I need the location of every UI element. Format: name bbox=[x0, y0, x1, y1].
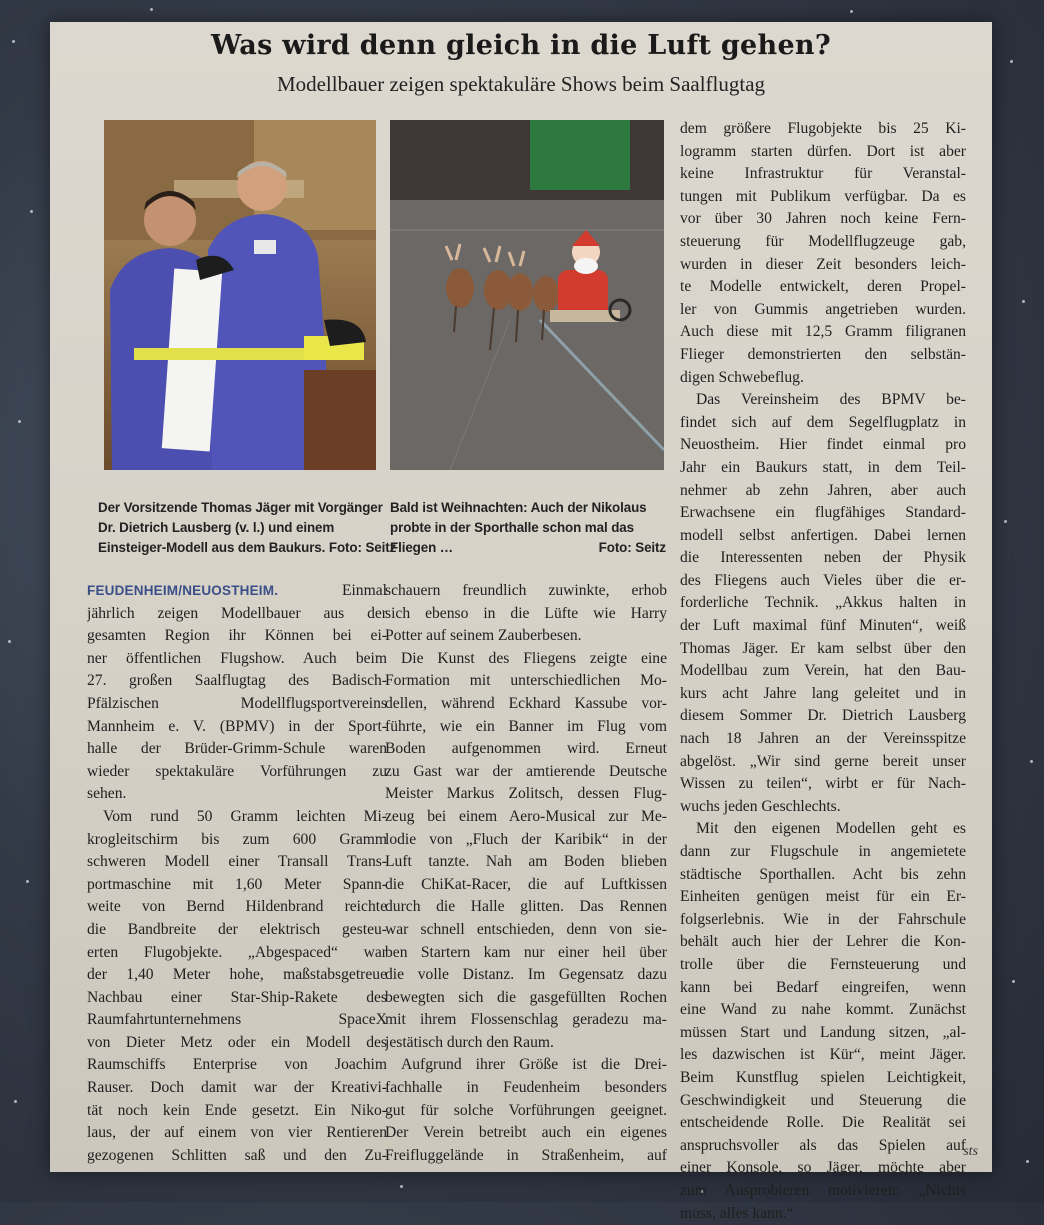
text-line: die Bandbreite der elektrisch gesteu- bbox=[87, 919, 387, 942]
text-line: Raumfahrtunternehmens SpaceX bbox=[87, 1009, 387, 1032]
text-line: jestätisch durch den Raum. bbox=[385, 1032, 667, 1055]
text-line: Flieger demonstrierten den selbstän- bbox=[680, 344, 966, 367]
text-line: Modellbau zum Verein, hat den Bau- bbox=[680, 660, 966, 683]
text-line: dem größere Flugobjekte bis 25 Ki- bbox=[680, 118, 966, 141]
text-line: modell selbst anfertigen. Dabei lernen bbox=[680, 525, 966, 548]
caption-line: Einsteiger-Modell aus dem Baukurs. Foto: Seitz bbox=[98, 538, 388, 558]
caption-line: Dr. Dietrich Lausberg (v. l.) und einem bbox=[98, 518, 388, 538]
text-line: Die Kunst des Fliegens zeigte eine bbox=[385, 648, 667, 671]
text-line: diesem Sommer Dr. Dietrich Lausberg bbox=[680, 705, 966, 728]
text-line: les dazwischen ist Kür“, meint Jäger. bbox=[680, 1044, 966, 1067]
text-line: weite von Bernd Hildenbrand reichte bbox=[87, 896, 387, 919]
text-line: gesamten Region ihr Können bei ei- bbox=[87, 625, 387, 648]
text-line: dellen, während Eckhard Kassube vor- bbox=[385, 693, 667, 716]
sparkle bbox=[400, 1185, 403, 1188]
text-line: Wissen zu teilen“, wirbt er für Nach- bbox=[680, 773, 966, 796]
text-line: vor über 30 Jahren noch keine Fern- bbox=[680, 208, 966, 231]
text-line: bewegten sich die gasgefüllten Rochen bbox=[385, 987, 667, 1010]
text-line: Auch diese mit 12,5 Gramm filigranen bbox=[680, 321, 966, 344]
text-line: Pfälzischen Modellflugsportvereins bbox=[87, 693, 387, 716]
text-line: müssen Start und Landung sitzen, „al- bbox=[680, 1022, 966, 1045]
text-line: kann bei Bedarf eingreifen, wenn bbox=[680, 977, 966, 1000]
dateline: FEUDENHEIM/NEUOSTHEIM. bbox=[87, 583, 278, 598]
text-line: ler von Gummis angetrieben wurden. bbox=[680, 299, 966, 322]
text-line: die volle Distanz. Im Gegensatz dazu bbox=[385, 964, 667, 987]
newspaper-clipping bbox=[50, 22, 992, 1172]
text-line: Nachbau einer Star-Ship-Rakete des bbox=[87, 987, 387, 1010]
article-subheadline: Modellbauer zeigen spektakuläre Shows beim Saalflugtag bbox=[50, 72, 992, 97]
text-line: Mannheim e. V. (BPMV) in der Sport- bbox=[87, 716, 387, 739]
text-line: die ChiKat-Racer, die auf Luftkissen bbox=[385, 874, 667, 897]
text-line-dateline bbox=[87, 580, 387, 603]
text-line: war schnell entschieden, denn von sie- bbox=[385, 919, 667, 942]
text-line: Thomas Jäger. Er kam selbst über den bbox=[680, 638, 966, 661]
text-line: Neuostheim. Hier findet einmal pro bbox=[680, 434, 966, 457]
column-1-lines bbox=[87, 603, 387, 1168]
text-line: logramm starten dürfen. Dort ist aber bbox=[680, 141, 966, 164]
text-line: gezogenen Schlitten saß und den Zu- bbox=[87, 1145, 387, 1168]
text-line: trolle über die Fernsteuerung und bbox=[680, 954, 966, 977]
sparkle bbox=[150, 8, 153, 11]
text-line: zu Gast war der amtierende Deutsche bbox=[385, 761, 667, 784]
text-line: entscheidende Rolle. Die Realität sei bbox=[680, 1112, 966, 1135]
text-line: Geschwindigkeit und Steuerung die bbox=[680, 1090, 966, 1113]
text-line: Formation mit unterschiedlichen Mo- bbox=[385, 670, 667, 693]
text-line: Mit den eigenen Modellen geht es bbox=[680, 818, 966, 841]
text-line: eine Wand zu nahe kommt. Zunächst bbox=[680, 999, 966, 1022]
text-line: Luft tanzte. Nah am Boden blieben bbox=[385, 851, 667, 874]
text-line: Rauser. Doch damit war der Kreativi- bbox=[87, 1077, 387, 1100]
text-line: gut für solche Vorführungen geeignet. bbox=[385, 1100, 667, 1123]
photo-santa-sleigh bbox=[390, 120, 664, 470]
text-line: wuchs jeden Geschlechts. bbox=[680, 796, 966, 819]
text-line: steuerung für Modellflugzeuge gab, bbox=[680, 231, 966, 254]
sparkle bbox=[1022, 300, 1025, 303]
text-line: des Fliegens auch Vieles über die er- bbox=[680, 570, 966, 593]
sparkle bbox=[18, 420, 21, 423]
text-line: schauern freundlich zuwinkte, erhob bbox=[385, 580, 667, 603]
photo-credit: Foto: Seitz bbox=[599, 538, 666, 558]
caption-line: Der Vorsitzende Thomas Jäger mit Vorgänger bbox=[98, 498, 388, 518]
article-column-2 bbox=[385, 580, 667, 1167]
text-line: abgelöst. „Wir sind gerne bereit unser bbox=[680, 751, 966, 774]
sparkle bbox=[8, 640, 11, 643]
text-line: fachhalle in Feudenheim besonders bbox=[385, 1077, 667, 1100]
text-line: wurden in dieser Zeit besonders leich- bbox=[680, 254, 966, 277]
text-line: erten Flugobjekte. „Abgespaced“ war bbox=[87, 942, 387, 965]
text-line: krogleitschirm bis zum 600 Gramm bbox=[87, 829, 387, 852]
author-initials: sts bbox=[963, 1144, 978, 1160]
text-line: laus, der auf einem von vier Rentieren bbox=[87, 1122, 387, 1145]
text-line: ben Startern kam nur einer heil über bbox=[385, 942, 667, 965]
text-line: der Luft maximal fünf Minuten“, weiß bbox=[680, 615, 966, 638]
text-line: portmaschine mit 1,60 Meter Spann- bbox=[87, 874, 387, 897]
text-line: führte, wie ein Banner im Flug vom bbox=[385, 716, 667, 739]
text-line: lodie von „Fluch der Karibik“ in der bbox=[385, 829, 667, 852]
text-line: durch die Halle glitten. Das Rennen bbox=[385, 896, 667, 919]
sparkle bbox=[1010, 60, 1013, 63]
text-line: Boden aufgenommen wird. Erneut bbox=[385, 738, 667, 761]
text-line: der 1,40 Meter hohe, maßstabsgetreue bbox=[87, 964, 387, 987]
text-line: kurs acht Jahre lang geleitet und in bbox=[680, 683, 966, 706]
text-line: tungen mit Publikum verfügbar. Da es bbox=[680, 186, 966, 209]
text-line: findet sich auf dem Segelflugplatz in bbox=[680, 412, 966, 435]
text-line: die Interessenten neben der Physik bbox=[680, 547, 966, 570]
column-3-lines bbox=[680, 118, 966, 1225]
sparkle bbox=[1012, 980, 1015, 983]
text-line: Aufgrund ihrer Größe ist die Drei- bbox=[385, 1054, 667, 1077]
text-line: Freifluggelände in Straßenheim, auf bbox=[385, 1145, 667, 1168]
text-line: sich ebenso in die Lüfte wie Harry bbox=[385, 603, 667, 626]
text-line: anspruchsvoller als das Spielen auf bbox=[680, 1135, 966, 1158]
text-line: zum Ausprobieren motivieren: „Nichts bbox=[680, 1180, 966, 1203]
text-line: dann zur Flugschule in angemietete bbox=[680, 841, 966, 864]
text-line: tät noch kein Ende gesetzt. Ein Niko- bbox=[87, 1100, 387, 1123]
sparkle bbox=[12, 40, 15, 43]
text-line: folgserlebnis. Wie in der Fahrschule bbox=[680, 909, 966, 932]
caption-line: probte in der Sporthalle schon mal das bbox=[390, 518, 666, 538]
article-column-1 bbox=[87, 580, 387, 1167]
article-column-3 bbox=[680, 118, 966, 1225]
text-line: behält auch hier der Lehrer die Kon- bbox=[680, 931, 966, 954]
sparkle bbox=[14, 1100, 17, 1103]
text-line: mit ihrem Flossenschlag geradezu ma- bbox=[385, 1009, 667, 1032]
caption-line bbox=[390, 538, 666, 558]
text-line: einer Konsole, so Jäger, möchte aber bbox=[680, 1157, 966, 1180]
photo-caption-right bbox=[390, 498, 666, 558]
sparkle bbox=[1026, 1160, 1029, 1163]
text-line: Das Vereinsheim des BPMV be- bbox=[680, 389, 966, 412]
text-line: wieder spektakuläre Vorführungen zu bbox=[87, 761, 387, 784]
text-line: Beim Kunstflug spielen Leichtigkeit, bbox=[680, 1067, 966, 1090]
sparkle bbox=[1004, 520, 1007, 523]
text-line: Jahr ein Baukurs statt, in dem Teil- bbox=[680, 457, 966, 480]
text-line: digen Schwebeflug. bbox=[680, 367, 966, 390]
sparkle bbox=[850, 10, 853, 13]
text-line: Potter auf seinem Zauberbesen. bbox=[385, 625, 667, 648]
text-line: ner öffentlichen Flugshow. Auch beim bbox=[87, 648, 387, 671]
text-line: te Modelle entwickelt, deren Propel- bbox=[680, 276, 966, 299]
text-line: Erwachsene ein flugfähiges Standard- bbox=[680, 502, 966, 525]
text-line: Einheiten genügen meist für ein Er- bbox=[680, 886, 966, 909]
text-line: muss, alles kann.“ bbox=[680, 1203, 966, 1225]
sparkle bbox=[30, 210, 33, 213]
text-line: 27. großen Saalflugtag des Badisch- bbox=[87, 670, 387, 693]
text-line: nehmer ab zehn Jahren, aber auch bbox=[680, 480, 966, 503]
text-line: schweren Modell einer Transall Trans- bbox=[87, 851, 387, 874]
caption-line: Bald ist Weihnachten: Auch der Nikolaus bbox=[390, 498, 666, 518]
text-line: sehen. bbox=[87, 783, 387, 806]
text-line: keine Infrastruktur für Veranstal- bbox=[680, 163, 966, 186]
photo-caption-left bbox=[98, 498, 388, 558]
text-line: städtische Sporthallen. Acht bis zehn bbox=[680, 864, 966, 887]
article-headline: Was wird denn gleich in die Luft gehen? bbox=[50, 30, 992, 61]
sparkle bbox=[26, 880, 29, 883]
text-line: jährlich zeigen Modellbauer aus der bbox=[87, 603, 387, 626]
text-line: Vom rund 50 Gramm leichten Mi- bbox=[87, 806, 387, 829]
text-line: zeug bei einem Aero-Musical zur Me- bbox=[385, 806, 667, 829]
text-line: Raumschiffs Enterprise von Joachim bbox=[87, 1054, 387, 1077]
photo-club-members bbox=[104, 120, 376, 470]
text-line: halle der Brüder-Grimm-Schule waren bbox=[87, 738, 387, 761]
first-word: Einmal bbox=[342, 582, 387, 599]
text-line: forderliche Technik. „Akkus halten in bbox=[680, 592, 966, 615]
text-line: Der Verein betreibt auch ein eigenes bbox=[385, 1122, 667, 1145]
sparkle bbox=[1030, 760, 1033, 763]
text-line: nach 18 Jahren an der Vereinsspitze bbox=[680, 728, 966, 751]
caption-line-text: Fliegen … bbox=[390, 540, 453, 555]
text-line: von Dieter Metz oder ein Modell des bbox=[87, 1032, 387, 1055]
column-2-lines bbox=[385, 580, 667, 1167]
text-line: Meister Markus Zolitsch, dessen Flug- bbox=[385, 783, 667, 806]
